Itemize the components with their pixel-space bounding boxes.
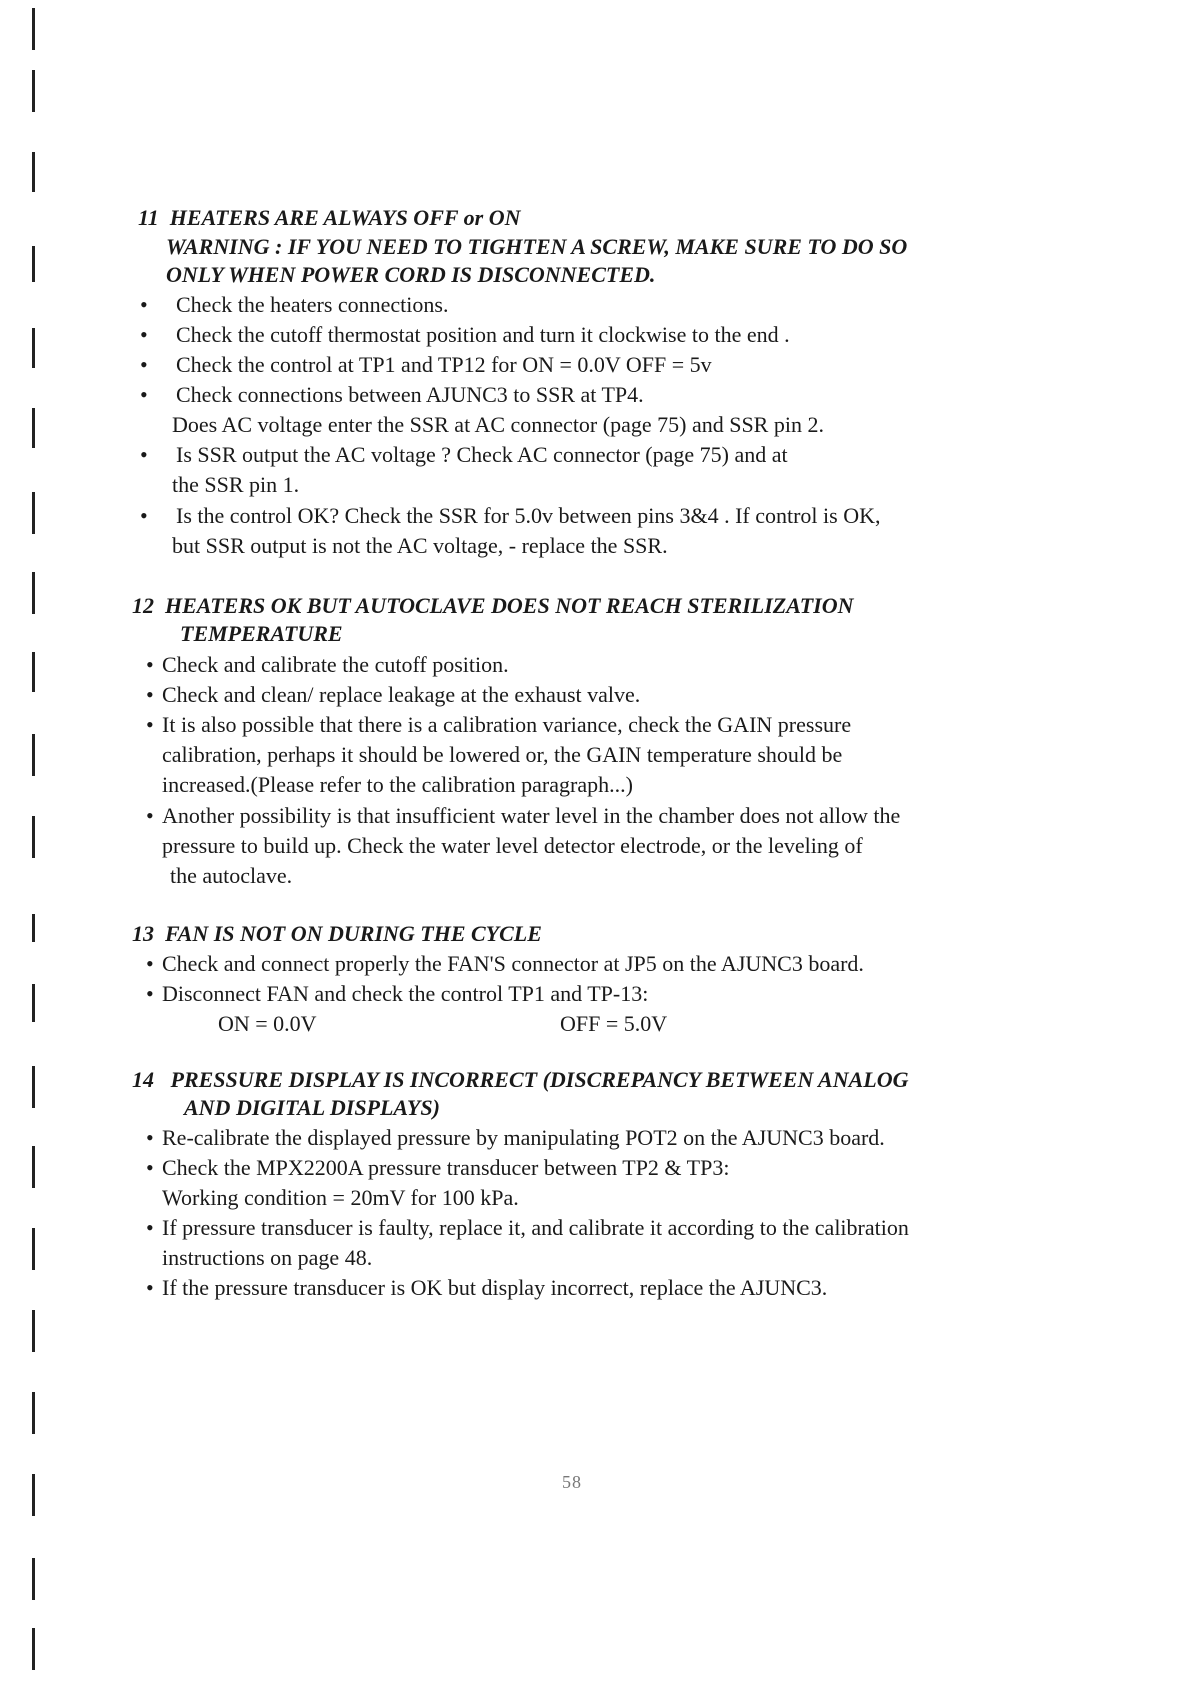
list-item: Is the control OK? Check the SSR for 5.0v between pins 3&4 . If control is OK, [176, 503, 881, 528]
section-number: 12 [132, 593, 154, 618]
list-item: Check the MPX2200A pressure transducer between TP2 & TP3: [162, 1155, 730, 1180]
list-item: Check and connect properly the FAN'S connector at JP5 on the AJUNC3 board. [162, 951, 864, 976]
list-item: Check the control at TP1 and TP12 for ON = 0.0V OFF = 5v [176, 352, 712, 377]
bullet-icon: • [140, 322, 148, 347]
off-value: OFF = 5.0V [560, 1011, 668, 1036]
list-item: Check connections between AJUNC3 to SSR at TP4. [176, 382, 644, 407]
bullet-icon: • [146, 981, 154, 1006]
list-item: Check and clean/ replace leakage at the exhaust valve. [162, 682, 641, 707]
list-item-continuation: the SSR pin 1. [172, 472, 300, 497]
list-item-continuation: instructions on page 48. [162, 1245, 373, 1270]
bullet-icon: • [140, 442, 148, 467]
section-title: PRESSURE DISPLAY IS INCORRECT (DISCREPANCY BETWEEN ANALOG [170, 1067, 909, 1092]
section-14-heading [132, 1067, 909, 1093]
bullet-icon: • [146, 1125, 154, 1150]
list-item: If pressure transducer is faulty, replace it, and calibrate it according to the calibration [162, 1215, 909, 1240]
section-number: 14 [132, 1067, 154, 1092]
bullet-icon: • [146, 682, 154, 707]
section-12-heading [132, 593, 853, 619]
section-13-heading [132, 921, 542, 947]
on-value: ON = 0.0V [218, 1011, 317, 1036]
section-number: 11 [138, 205, 159, 230]
bullet-icon: • [146, 1275, 154, 1300]
bullet-icon: • [146, 1215, 154, 1240]
bullet-icon: • [146, 1155, 154, 1180]
list-item-continuation: Working condition = 20mV for 100 kPa. [162, 1185, 519, 1210]
list-item: Is SSR output the AC voltage ? Check AC connector (page 75) and at [176, 442, 788, 467]
bullet-icon: • [146, 951, 154, 976]
list-item-continuation: calibration, perhaps it should be lowered or, the GAIN temperature should be [162, 742, 843, 767]
list-item: Check the cutoff thermostat position and turn it clockwise to the end . [176, 322, 790, 347]
list-item-continuation: increased.(Please refer to the calibration paragraph...) [162, 772, 633, 797]
list-item-continuation: but SSR output is not the AC voltage, - replace the SSR. [172, 533, 668, 558]
list-item-continuation: the autoclave. [170, 863, 293, 888]
list-item: It is also possible that there is a calibration variance, check the GAIN pressure [162, 712, 852, 737]
bullet-icon: • [146, 803, 154, 828]
section-number: 13 [132, 921, 154, 946]
section-title: FAN IS NOT ON DURING THE CYCLE [165, 921, 542, 946]
list-item: Disconnect FAN and check the control TP1 and TP-13: [162, 981, 649, 1006]
section-title-line-2: AND DIGITAL DISPLAYS) [184, 1095, 440, 1120]
list-item: Re-calibrate the displayed pressure by manipulating POT2 on the AJUNC3 board. [162, 1125, 885, 1150]
section-title: HEATERS ARE ALWAYS OFF or ON [169, 205, 521, 230]
list-item: Check the heaters connections. [176, 292, 449, 317]
bullet-icon: • [146, 712, 154, 737]
list-item: If the pressure transducer is OK but display incorrect, replace the AJUNC3. [162, 1275, 828, 1300]
section-title-line-2: TEMPERATURE [180, 621, 343, 646]
bullet-icon: • [140, 292, 148, 317]
list-item-continuation: Does AC voltage enter the SSR at AC connector (page 75) and SSR pin 2. [172, 412, 824, 437]
bullet-icon: • [146, 652, 154, 677]
bullet-icon: • [140, 382, 148, 407]
list-item: Check and calibrate the cutoff position. [162, 652, 509, 677]
section-11-heading [138, 205, 521, 231]
list-item-continuation: pressure to build up. Check the water level detector electrode, or the leveling of [162, 833, 863, 858]
list-item: Another possibility is that insufficient water level in the chamber does not allow the [162, 803, 901, 828]
bullet-icon: • [140, 503, 148, 528]
warning-line-2: ONLY WHEN POWER CORD IS DISCONNECTED. [166, 262, 656, 287]
section-title: HEATERS OK BUT AUTOCLAVE DOES NOT REACH STERILIZATION [165, 593, 854, 618]
warning-line-1: WARNING : IF YOU NEED TO TIGHTEN A SCREW, MAKE SURE TO DO SO [166, 234, 908, 259]
page-number: 58 [562, 1472, 582, 1492]
bullet-icon: • [140, 352, 148, 377]
